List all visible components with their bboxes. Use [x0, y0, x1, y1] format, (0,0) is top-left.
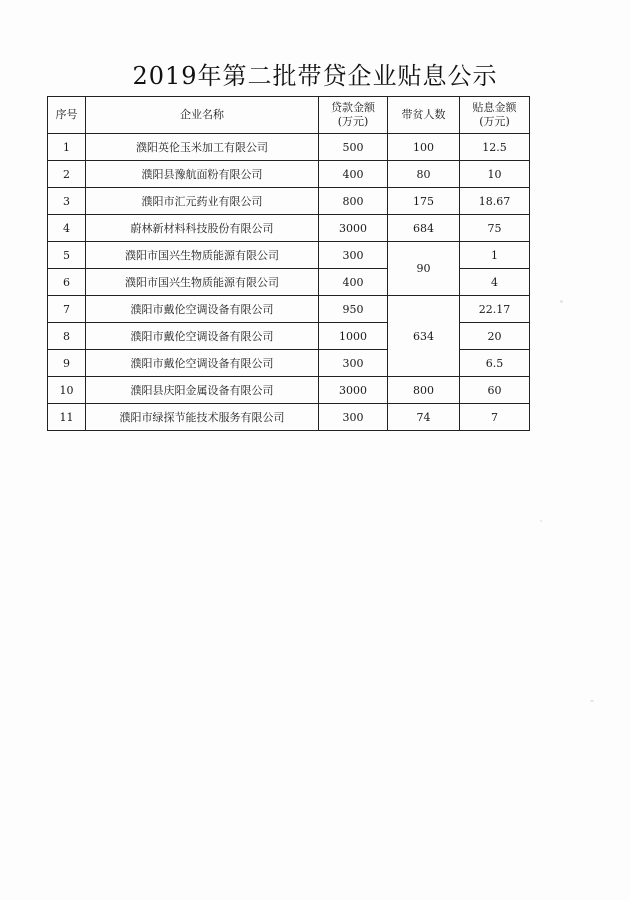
- loan-amount: 3000: [319, 215, 388, 242]
- company-name: 濮阳市绿探节能技术服务有限公司: [86, 404, 319, 431]
- header-subsidy-amount: 贴息金额 (万元): [460, 97, 530, 134]
- subsidy-amount: 18.67: [460, 188, 530, 215]
- row-index: 7: [48, 296, 86, 323]
- row-index: 1: [48, 134, 86, 161]
- row-index: 6: [48, 269, 86, 296]
- row-index: 11: [48, 404, 86, 431]
- header-company: 企业名称: [86, 97, 319, 134]
- table-row: [48, 242, 530, 269]
- table-row: [48, 134, 530, 161]
- scan-speck: [560, 300, 563, 303]
- subsidy-amount: 4: [460, 269, 530, 296]
- row-index: 8: [48, 323, 86, 350]
- page-title: 2019年第二批带贷企业贴息公示: [132, 62, 498, 90]
- row-index: 9: [48, 350, 86, 377]
- table-row: [48, 377, 530, 404]
- scan-speck: [540, 520, 542, 522]
- row-index: 5: [48, 242, 86, 269]
- company-name: 濮阳市戴伦空调设备有限公司: [86, 296, 319, 323]
- company-name: 濮阳市国兴生物质能源有限公司: [86, 242, 319, 269]
- header-index: 序号: [48, 97, 86, 134]
- people-count: 684: [388, 215, 460, 242]
- row-index: 4: [48, 215, 86, 242]
- company-name: 濮阳县豫航面粉有限公司: [86, 161, 319, 188]
- company-name: 濮阳市汇元药业有限公司: [86, 188, 319, 215]
- loan-amount: 1000: [319, 323, 388, 350]
- loan-amount: 500: [319, 134, 388, 161]
- row-index: 3: [48, 188, 86, 215]
- subsidy-amount: 12.5: [460, 134, 530, 161]
- people-count: 80: [388, 161, 460, 188]
- people-count: 74: [388, 404, 460, 431]
- people-count: 100: [388, 134, 460, 161]
- loan-amount: 800: [319, 188, 388, 215]
- header-loan-amount: 贷款金额 (万元): [319, 97, 388, 134]
- subsidy-table: [47, 96, 530, 431]
- subsidy-amount: 20: [460, 323, 530, 350]
- table-row: [48, 404, 530, 431]
- loan-amount: 300: [319, 350, 388, 377]
- loan-amount: 400: [319, 161, 388, 188]
- subsidy-amount: 10: [460, 161, 530, 188]
- company-name: 蔚林新材料科技股份有限公司: [86, 215, 319, 242]
- company-name: 濮阳市国兴生物质能源有限公司: [86, 269, 319, 296]
- loan-amount: 950: [319, 296, 388, 323]
- subsidy-amount: 6.5: [460, 350, 530, 377]
- row-index: 2: [48, 161, 86, 188]
- subsidy-amount: 60: [460, 377, 530, 404]
- company-name: 濮阳市戴伦空调设备有限公司: [86, 323, 319, 350]
- loan-amount: 300: [319, 404, 388, 431]
- subsidy-amount: 1: [460, 242, 530, 269]
- loan-amount: 400: [319, 269, 388, 296]
- loan-amount: 300: [319, 242, 388, 269]
- company-name: 濮阳市戴伦空调设备有限公司: [86, 350, 319, 377]
- table-row: [48, 296, 530, 323]
- table-row: [48, 215, 530, 242]
- subsidy-amount: 7: [460, 404, 530, 431]
- people-count-merged: 90: [388, 242, 460, 296]
- header-people: 带贫人数: [388, 97, 460, 134]
- company-name: 濮阳县庆阳金属设备有限公司: [86, 377, 319, 404]
- scan-speck: [590, 700, 594, 702]
- people-count: 175: [388, 188, 460, 215]
- loan-amount: 3000: [319, 377, 388, 404]
- table-row: [48, 188, 530, 215]
- subsidy-amount: 75: [460, 215, 530, 242]
- people-count: 800: [388, 377, 460, 404]
- table-header-row: [48, 97, 530, 134]
- row-index: 10: [48, 377, 86, 404]
- company-name: 濮阳英伦玉米加工有限公司: [86, 134, 319, 161]
- table-row: [48, 161, 530, 188]
- subsidy-amount: 22.17: [460, 296, 530, 323]
- people-count-merged: 634: [388, 296, 460, 377]
